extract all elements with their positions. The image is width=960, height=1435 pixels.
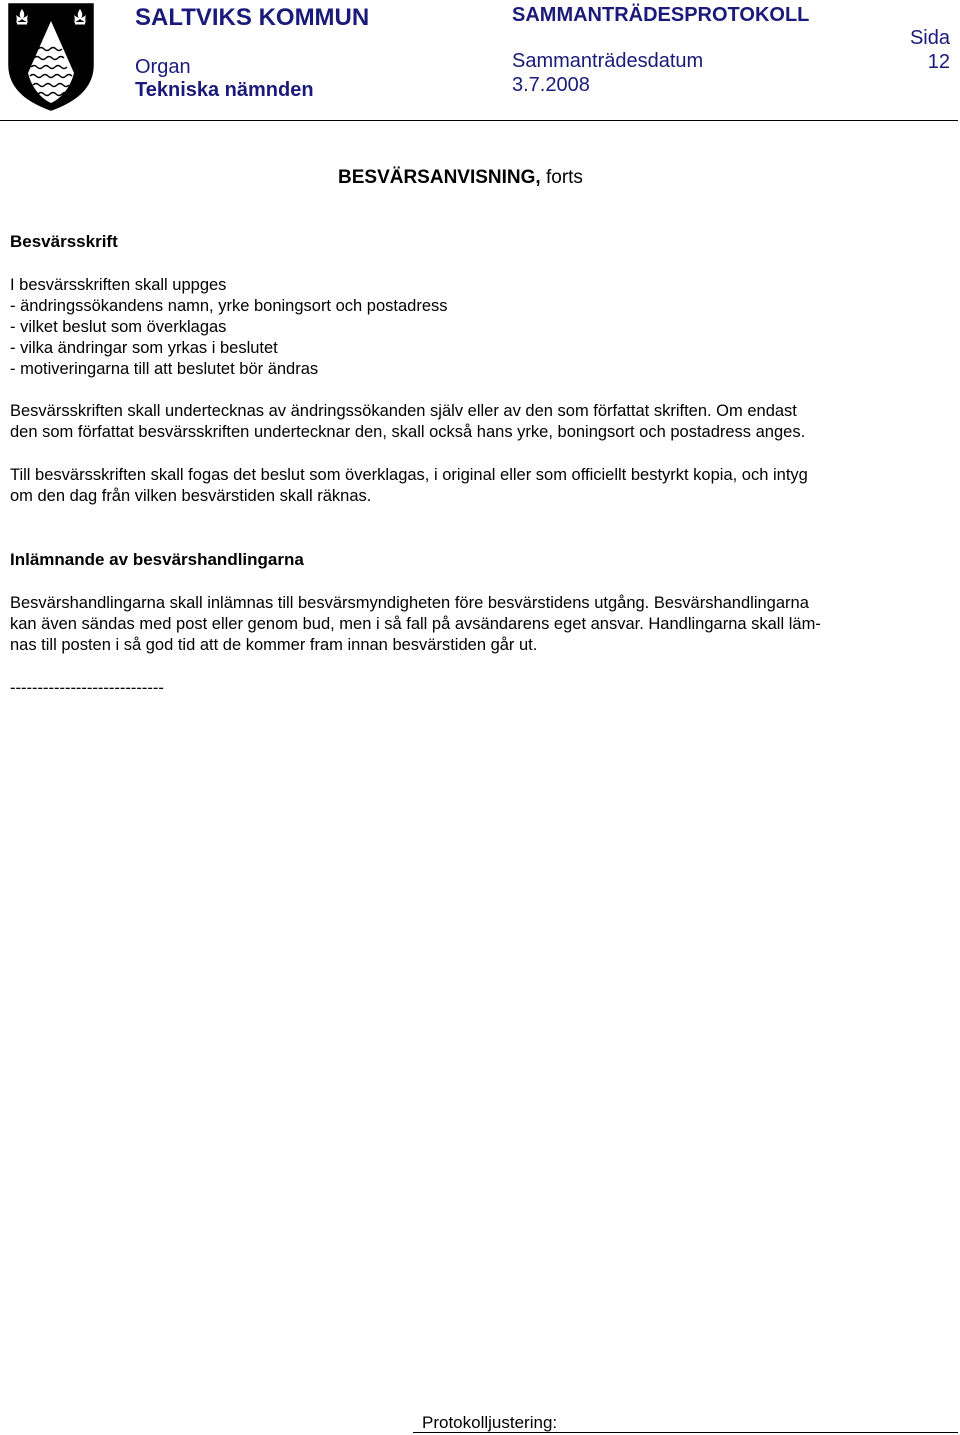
- heading-suffix: forts: [540, 167, 583, 188]
- attachment-paragraph: [10, 465, 930, 507]
- header-divider: [0, 120, 958, 121]
- paragraph-line: Till besvärsskriften skall fogas det beslut som överklagas, i original eller som officiellt bestyrkt kopia, och intyg: [10, 466, 808, 484]
- paragraph-line: Besvärsskriften skall undertecknas av ändringssökanden själv eller av den som författat skriften. Om endast: [10, 402, 797, 420]
- list-item: - vilket beslut som överklagas: [10, 318, 227, 336]
- paragraph-line: om den dag från vilken besvärstiden skall räknas.: [10, 487, 372, 505]
- heading-main: BESVÄRSANVISNING,: [338, 167, 541, 188]
- list-item: - motiveringarna till att beslutet bör ändras: [10, 360, 319, 378]
- paragraph-line: den som författat besvärsskriften undertecknar den, skall också hans yrke, boningsort och postadress anges.: [10, 423, 806, 441]
- signature-paragraph: [10, 401, 930, 443]
- paragraph-line: nas till posten i så god tid att de kommer fram innan besvärstiden går ut.: [10, 636, 538, 654]
- page-label: Sida: [909, 27, 950, 49]
- separator-line: ----------------------------: [10, 679, 164, 697]
- meeting-date-value: 3.7.2008: [512, 74, 590, 96]
- municipality-name: SALTVIKS KOMMUN: [135, 4, 370, 31]
- paragraph-line: kan även sändas med post eller genom bud, men i så fall på avsändarens eget ansvar. Handlingarna skall läm-: [10, 615, 821, 633]
- signature-line: [413, 1432, 958, 1433]
- list-item: - vilka ändringar som yrkas i beslutet: [10, 339, 278, 357]
- municipal-coat-of-arms-icon: [8, 3, 94, 111]
- section-title-inlamnande: Inlämnande av besvärshandlingarna: [10, 550, 304, 569]
- document-type: SAMMANTRÄDESPROTOKOLL: [512, 4, 810, 26]
- submission-paragraph: [10, 593, 930, 656]
- page-heading: [338, 167, 583, 189]
- meeting-date-label: Sammanträdesdatum: [512, 50, 704, 72]
- end-separator: [10, 678, 930, 699]
- section-title-besvarsskrift: Besvärsskrift: [10, 232, 118, 251]
- paragraph-line: Besvärshandlingarna skall inlämnas till besvärsmyndigheten före besvärstidens utgång. Besvärshandlingarna: [10, 594, 809, 612]
- organ-label: Organ: [135, 56, 191, 78]
- protocol-verification-label: Protokolljustering:: [422, 1413, 558, 1432]
- list-item: I besvärsskriften skall uppges: [10, 276, 227, 294]
- organ-value: Tekniska nämnden: [135, 79, 314, 101]
- requirements-list: [10, 275, 930, 380]
- list-item: - ändringssökandens namn, yrke boningsort och postadress: [10, 297, 448, 315]
- page-number: 12: [927, 51, 950, 73]
